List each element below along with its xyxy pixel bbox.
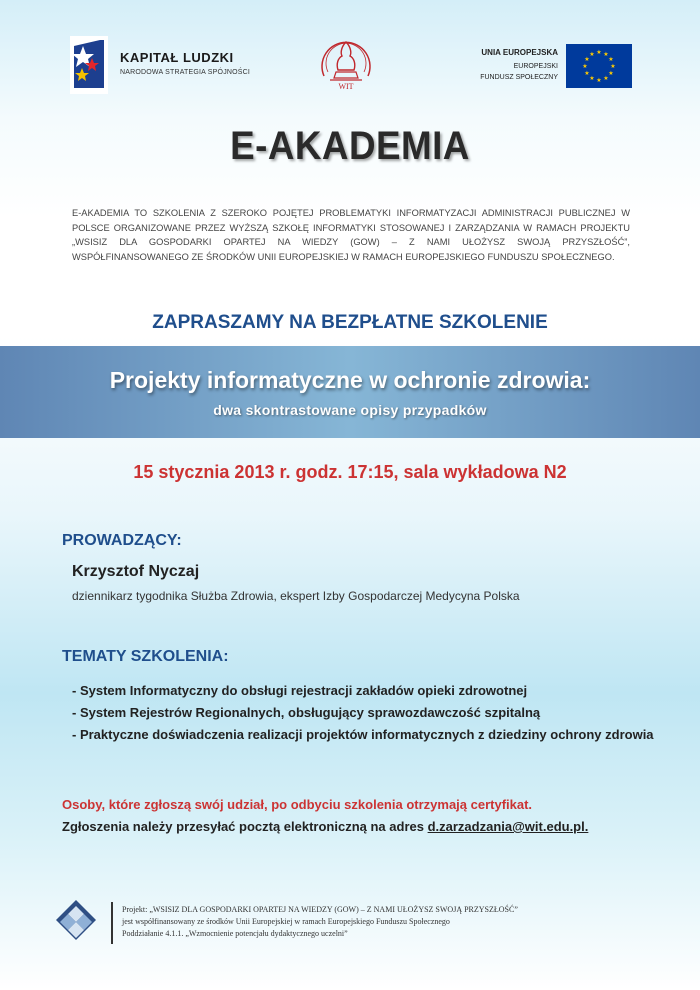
svg-text:★: ★ — [608, 56, 614, 63]
certificate-note: Osoby, które zgłoszą swój udział, po odbyciu szkolenia otrzymają certyfikat. — [62, 797, 533, 812]
wit-label: WIT — [338, 82, 354, 91]
footer-line-2: jest współfinansowany ze środków Unii Europejskiej w ramach Europejskiego Funduszu Społecznego — [122, 917, 450, 926]
svg-text:★: ★ — [603, 75, 609, 82]
svg-text:★: ★ — [608, 70, 614, 77]
svg-text:★: ★ — [610, 63, 616, 70]
svg-text:★: ★ — [603, 51, 609, 58]
topics-heading: TEMATY SZKOLENIA: — [62, 648, 229, 665]
svg-text:★: ★ — [596, 49, 602, 56]
eu-flag-icon — [566, 44, 632, 88]
svg-text:★: ★ — [589, 51, 595, 58]
eu-line-1: EUROPEJSKI — [513, 63, 558, 70]
svg-text:★: ★ — [589, 75, 595, 82]
svg-text:★: ★ — [584, 70, 590, 77]
speaker-heading: PROWADZĄCY: — [62, 532, 182, 549]
footer-divider — [111, 902, 113, 944]
intro-paragraph: E-AKADEMIA TO SZKOLENIA Z SZEROKO POJĘTEJ PROBLEMATYKI INFORMATYZACJI ADMINISTRACJI PUBLICZNEJ W POLSCE ORGANIZOWANE PRZEZ WYŻSZĄ SZKOŁĘ INFORMATYKI STOSOWANEJ I ZARZĄDZANIA W RAMACH PROJEKTU „WSISIZ DLA GOSPODARKI OPARTEJ NA WIEDZY (GOW) – Z NAMI UŁOŻYSZ SWOJĄ PRZYSZŁOŚĆ”, WSPÓŁFINANSOWANEGO ZE ŚRODKÓW UNII EUROPEJSKIEJ W RAMACH EUROPEJSKIEGO FUNDUSZU SPOŁECZNEGO. — [72, 208, 630, 262]
kapital-ludzki-title: KAPITAŁ LUDZKI — [120, 50, 234, 65]
speaker-description: dziennikarz tygodnika Służba Zdrowia, ekspert Izby Gospodarczej Medycyna Polska — [72, 589, 520, 603]
svg-text:★: ★ — [582, 63, 588, 70]
kapital-ludzki-subtitle: NARODOWA STRATEGIA SPÓJNOŚCI — [120, 69, 251, 76]
eu-line-2: FUNDUSZ SPOŁECZNY — [480, 74, 558, 81]
kapital-ludzki-logo — [70, 36, 108, 94]
svg-text:★: ★ — [596, 77, 602, 84]
contact-line — [62, 819, 588, 834]
footer-line-3: Poddziałanie 4.1.1. „Wzmocnienie potencjału dydaktycznego uczelni” — [122, 929, 348, 938]
contact-text: Zgłoszenia należy przesyłać pocztą elektroniczną na adres — [62, 819, 428, 834]
speaker-name: Krzysztof Nyczaj — [72, 563, 200, 580]
topic-item: - Praktyczne doświadczenia realizacji projektów informatycznych z dziedziny ochrony zdrowia — [72, 727, 654, 742]
footer-line-1: Projekt: „WSISIZ DLA GOSPODARKI OPARTEJ NA WIEDZY (GOW) – Z NAMI UŁOŻYSZ SWOJĄ PRZYSZŁOŚĆ” — [122, 905, 518, 914]
main-title: E-AKADEMIA — [230, 124, 470, 168]
training-title: Projekty informatyczne w ochronie zdrowia: — [109, 367, 591, 393]
invite-heading: ZAPRASZAMY NA BEZPŁATNE SZKOLENIE — [152, 312, 548, 333]
training-subtitle: dwa skontrastowane opisy przypadków — [213, 402, 487, 418]
date-location: 15 stycznia 2013 r. godz. 17:15, sala wykładowa N2 — [133, 462, 567, 482]
svg-text:★: ★ — [584, 56, 590, 63]
eu-title: UNIA EUROPEJSKA — [481, 48, 558, 57]
contact-email-link[interactable]: d.zarzadzania@wit.edu.pl. — [427, 819, 589, 834]
topic-item: - System Informatyczny do obsługi rejestracji zakładów opieki zdrowotnej — [72, 683, 528, 698]
topic-item: - System Rejestrów Regionalnych, obsługujący sprawozdawczość szpitalną — [72, 705, 541, 720]
wsisiz-diamond-logo — [54, 898, 98, 942]
